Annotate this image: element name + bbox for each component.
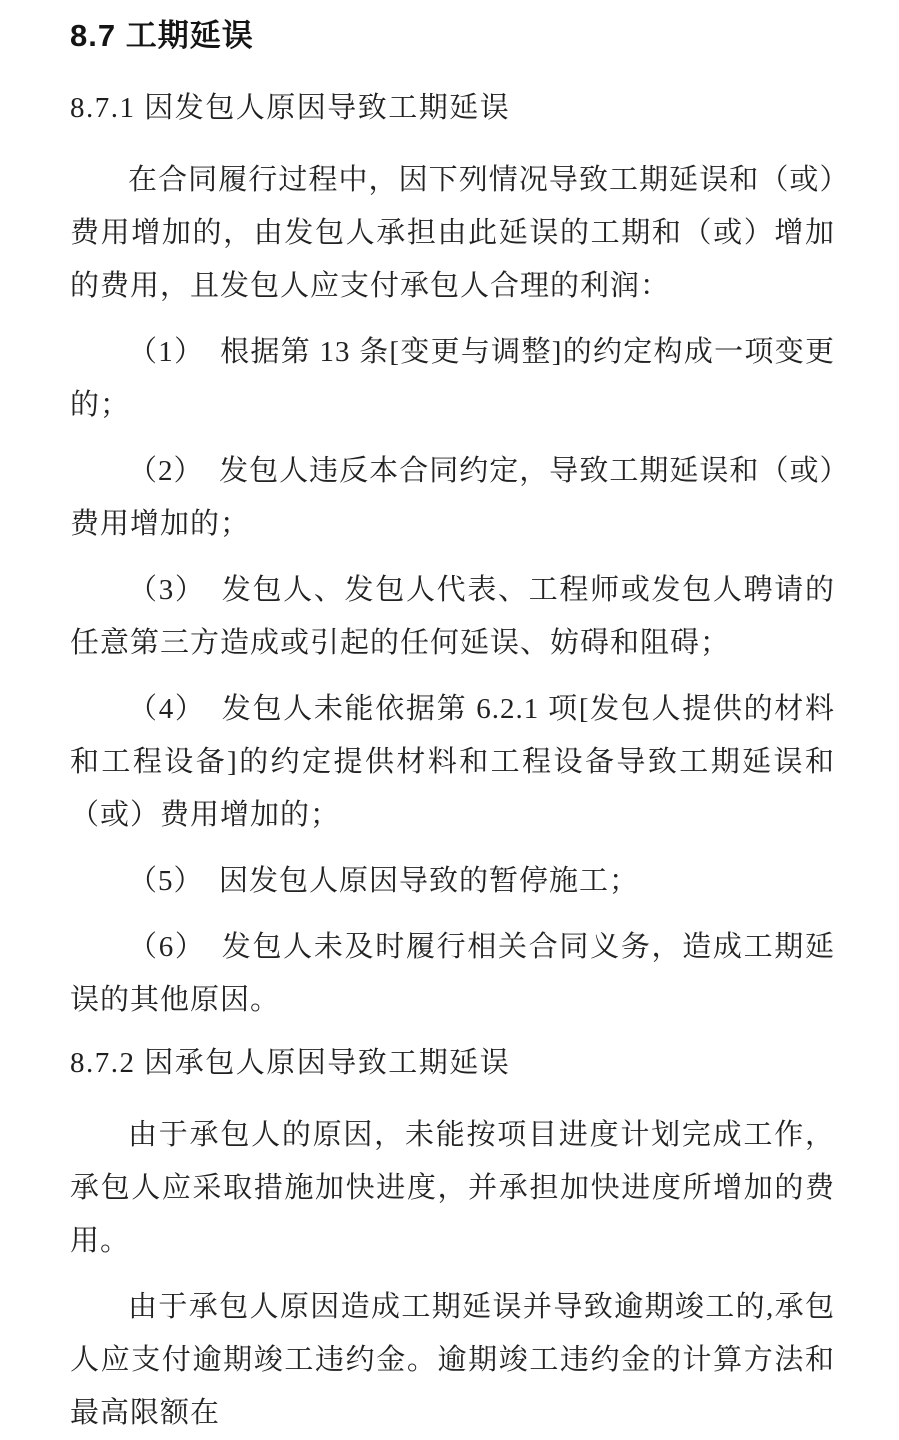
subsection-title-8-7-1: 8.7.1 因发包人原因导致工期延误: [70, 92, 511, 124]
subsection-title-8-7-2: 8.7.2 因承包人原因导致工期延误: [70, 1047, 511, 1079]
paragraph-2-8-7-2: 由于承包人原因造成工期延误并导致逾期竣工的,承包人应支付逾期竣工违约金。逾期竣工违约金的计算方法和最高限额在: [70, 1291, 835, 1429]
list-item-4: （4） 发包人未能依据第 6.2.1 项[发包人提供的材料和工程设备]的约定提供材料和工程设备导致工期延误和（或）费用增加的；: [70, 693, 835, 831]
paragraph-intro-8-7-1: 在合同履行过程中，因下列情况导致工期延误和（或）费用增加的，由发包人承担由此延误的工期和（或）增加的费用，且发包人应支付承包人合理的利润：: [70, 164, 835, 302]
list-item-3: （3） 发包人、发包人代表、工程师或发包人聘请的任意第三方造成或引起的任何延误、妨碍和阻碍；: [70, 574, 835, 659]
list-item-2: （2） 发包人违反本合同约定，导致工期延误和（或）费用增加的；: [70, 455, 835, 540]
list-item-6: （6） 发包人未及时履行相关合同义务，造成工期延误的其他原因。: [70, 931, 835, 1016]
list-item-5: （5） 因发包人原因导致的暂停施工；: [128, 865, 640, 897]
list-item-1: （1） 根据第 13 条[变更与调整]的约定构成一项变更的；: [70, 336, 835, 421]
clause-heading: 8.7 工期延误: [70, 18, 254, 53]
paragraph-1-8-7-2: 由于承包人的原因，未能按项目进度计划完成工作，承包人应采取措施加快进度，并承担加快进度所增加的费用。: [70, 1119, 835, 1257]
